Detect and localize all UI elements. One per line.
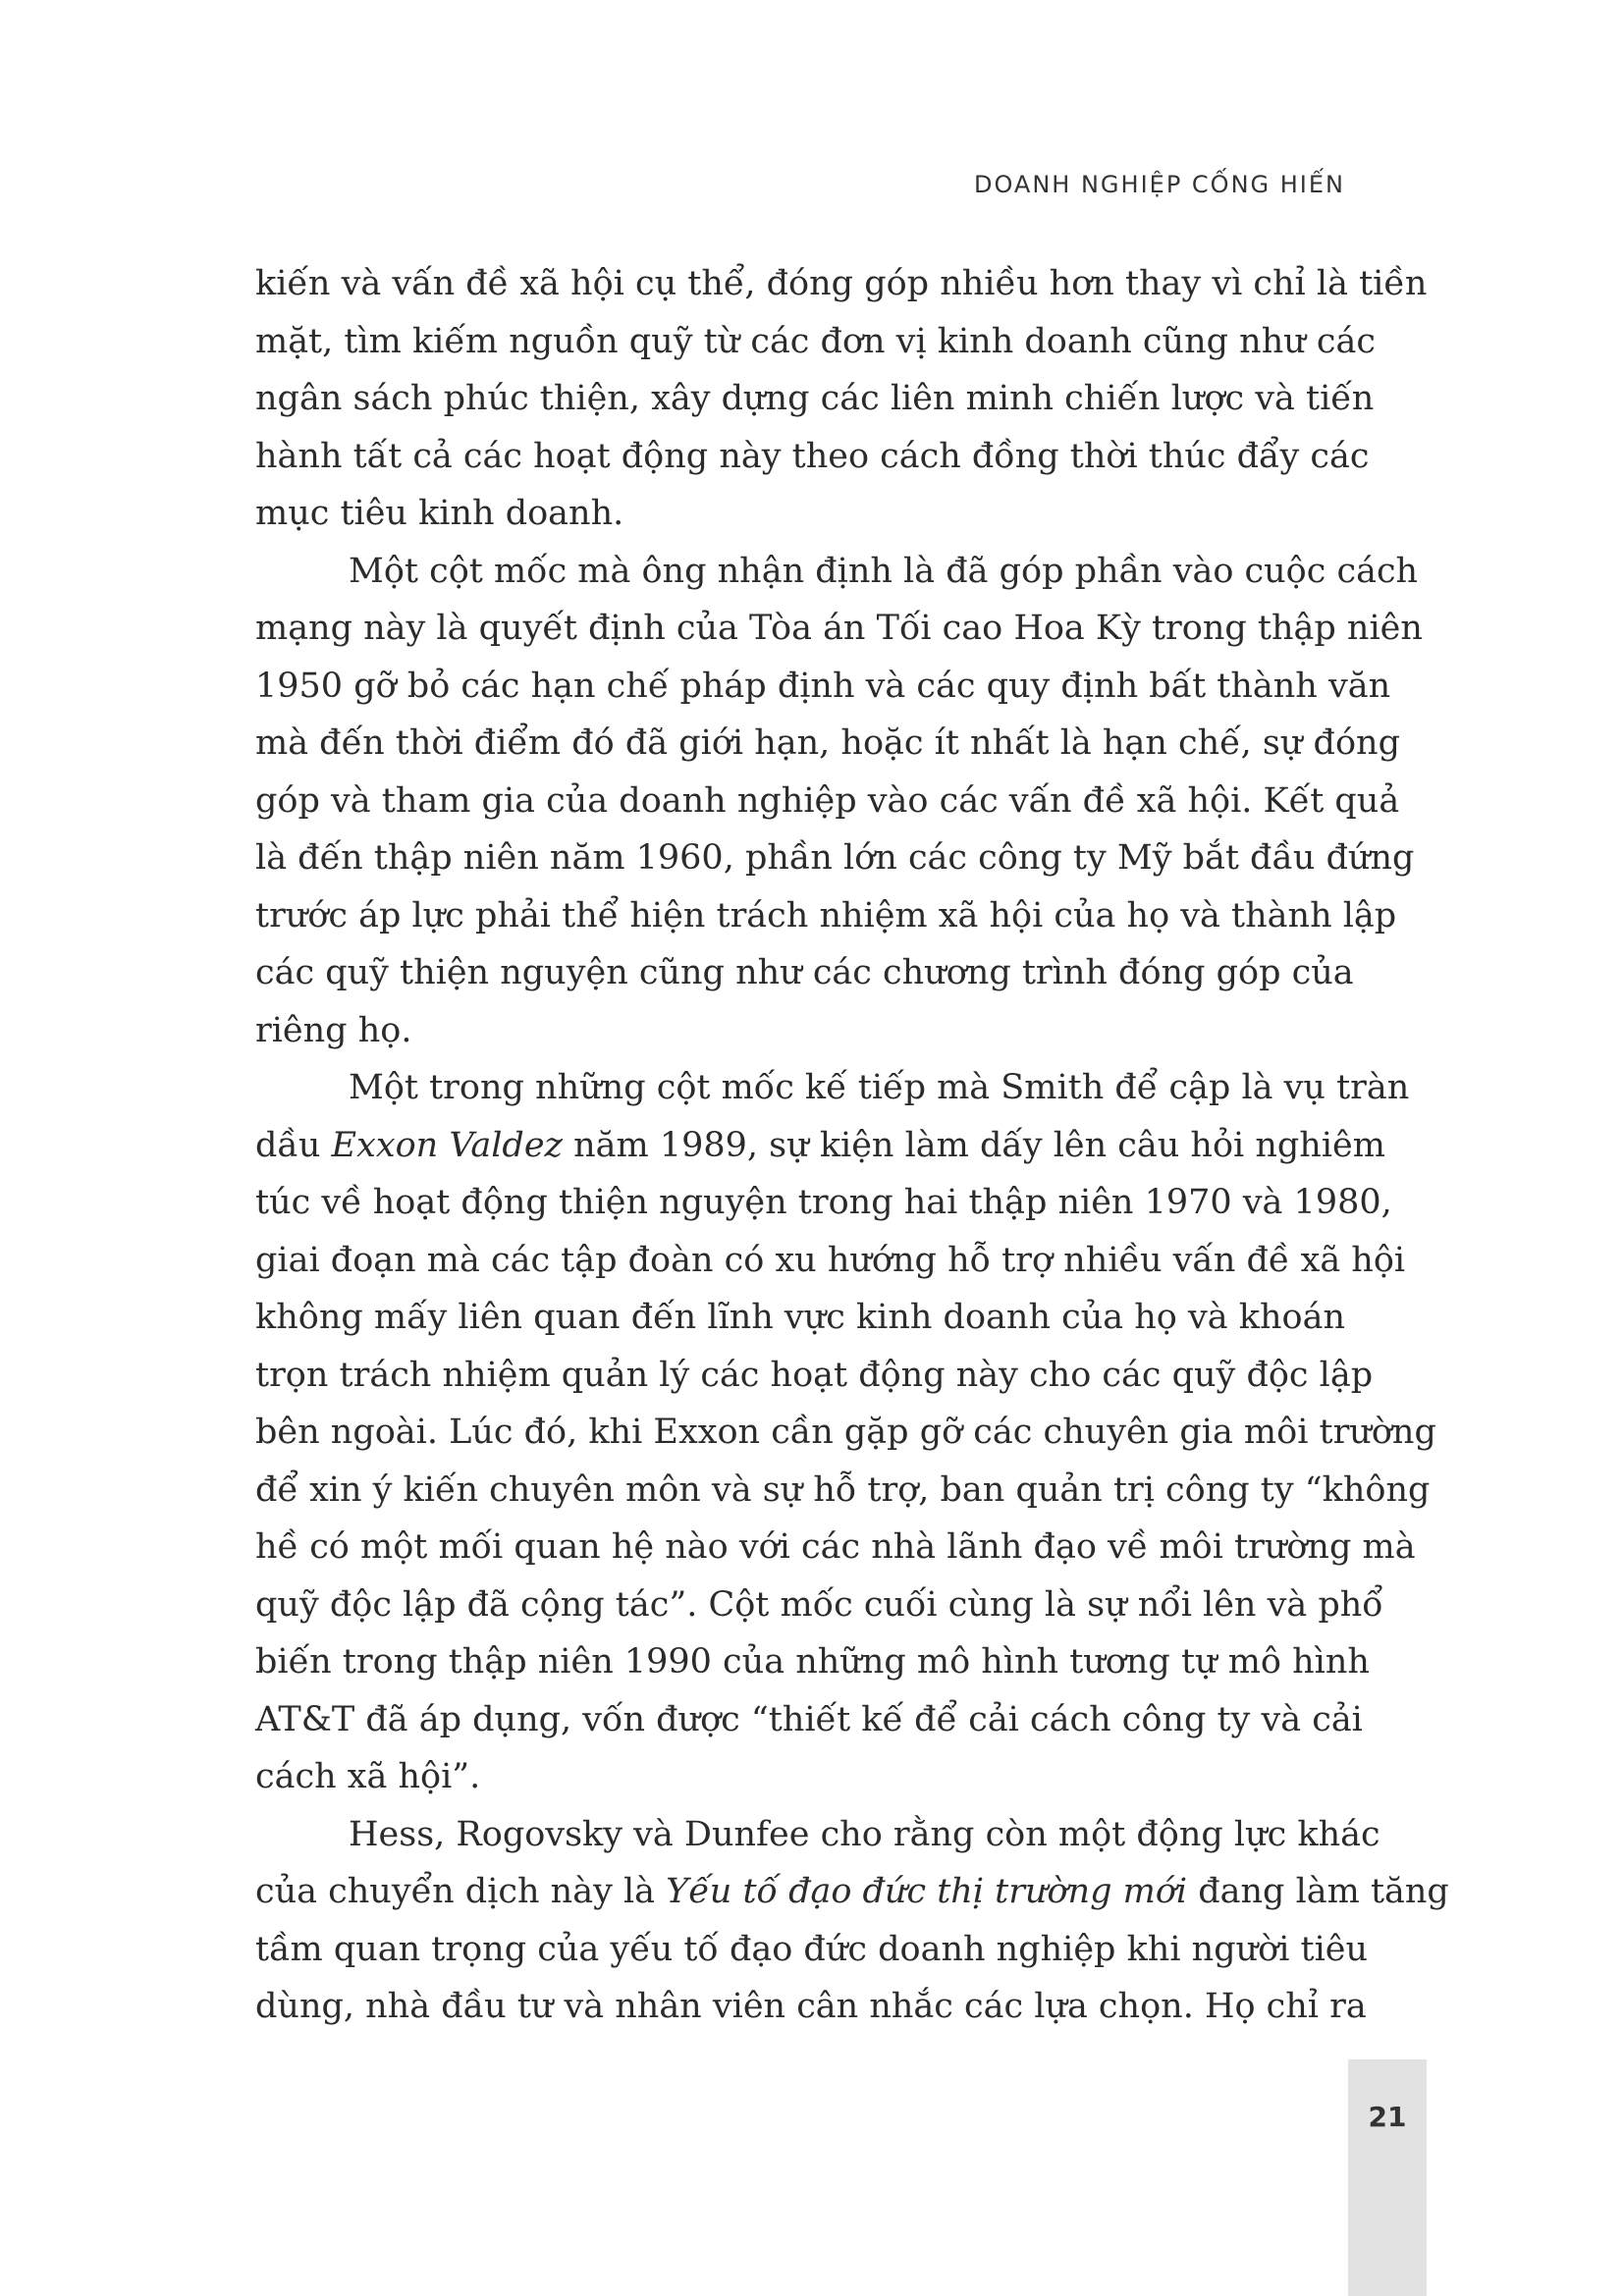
paragraph-start-line: Một cột mốc mà ông nhận định là đã góp phần vào cuộc cách bbox=[349, 551, 1419, 591]
text-line: để xin ý kiến chuyên môn và sự hỗ trợ, ban quản trị công ty “không bbox=[255, 1469, 1431, 1510]
text-line: không mấy liên quan đến lĩnh vực kinh doanh của họ và khoán bbox=[255, 1298, 1345, 1337]
text-line: riêng họ. bbox=[255, 1010, 412, 1050]
text-fragment: năm 1989, sự kiện làm dấy lên câu hỏi nghiêm bbox=[573, 1125, 1385, 1165]
text-line: quỹ độc lập đã cộng tác”. Cột mốc cuối cùng là sự nổi lên và phổ bbox=[255, 1584, 1383, 1625]
text-line: trước áp lực phải thể hiện trách nhiệm xã hội của họ và thành lập bbox=[255, 895, 1397, 935]
body-text bbox=[255, 255, 1449, 2036]
text-line-with-italic bbox=[255, 1863, 1449, 1921]
text-line-with-italic bbox=[255, 1117, 1385, 1175]
text-line: mặt, tìm kiếm nguồn quỹ từ các đơn vị kinh doanh cũng như các bbox=[255, 321, 1376, 361]
text-line: AT&T đã áp dụng, vốn được “thiết kế để cải cách công ty và cải bbox=[255, 1699, 1363, 1739]
text-fragment: của chuyển dịch này là bbox=[255, 1872, 656, 1911]
page-number-tab bbox=[1348, 2059, 1427, 2296]
text-line: biến trong thập niên 1990 của những mô hình tương tự mô hình bbox=[255, 1642, 1370, 1682]
italic-title: Exxon Valdez bbox=[331, 1125, 563, 1165]
text-line: các quỹ thiện nguyện cũng như các chương trình đóng góp của bbox=[255, 953, 1354, 992]
text-line: ngân sách phúc thiện, xây dựng các liên minh chiến lược và tiến bbox=[255, 379, 1375, 418]
text-line: mạng này là quyết định của Tòa án Tối cao Hoa Kỳ trong thập niên bbox=[255, 609, 1423, 648]
text-line: tầm quan trọng của yếu tố đạo đức doanh nghiệp khi người tiêu bbox=[255, 1929, 1369, 1969]
text-line: giai đoạn mà các tập đoàn có xu hướng hỗ trợ nhiều vấn đề xã hội bbox=[255, 1240, 1406, 1280]
text-line: góp và tham gia của doanh nghiệp vào các vấn đề xã hội. Kết quả bbox=[255, 780, 1400, 821]
italic-term: Yếu tố đạo đức thị trường mới bbox=[666, 1872, 1188, 1911]
text-line: hề có một mối quan hệ nào với các nhà lãnh đạo về môi trường mà bbox=[255, 1527, 1416, 1567]
page-number: 21 bbox=[1368, 2101, 1407, 2133]
text-line: kiến và vấn đề xã hội cụ thể, đóng góp nhiều hơn thay vì chỉ là tiền bbox=[255, 264, 1428, 303]
text-fragment: đang làm tăng bbox=[1198, 1872, 1449, 1911]
text-line: hành tất cả các hoạt động này theo cách đồng thời thúc đẩy các bbox=[255, 436, 1370, 476]
paragraph-start-line: Hess, Rogovsky và Dunfee cho rằng còn một động lực khác bbox=[349, 1814, 1380, 1854]
text-line: mà đến thời điểm đó đã giới hạn, hoặc ít nhất là hạn chế, sự đóng bbox=[255, 723, 1400, 763]
text-fragment: dầu bbox=[255, 1125, 321, 1165]
text-line: túc về hoạt động thiện nguyện trong hai thập niên 1970 và 1980, bbox=[255, 1183, 1392, 1222]
text-line: là đến thập niên năm 1960, phần lớn các công ty Mỹ bắt đầu đứng bbox=[255, 838, 1415, 878]
text-line: dùng, nhà đầu tư và nhân viên cân nhắc các lựa chọn. Họ chỉ ra bbox=[255, 1987, 1367, 2026]
text-line: mục tiêu kinh doanh. bbox=[255, 494, 624, 533]
text-line: cách xã hội”. bbox=[255, 1757, 481, 1796]
text-line: bên ngoài. Lúc đó, khi Exxon cần gặp gỡ các chuyên gia môi trường bbox=[255, 1413, 1436, 1452]
paragraph-start-line: Một trong những cột mốc kế tiếp mà Smith để cập là vụ tràn bbox=[349, 1068, 1410, 1107]
text-line: 1950 gỡ bỏ các hạn chế pháp định và các quy định bất thành văn bbox=[255, 666, 1391, 706]
running-header: DOANH NGHIỆP CỐNG HIẾN bbox=[973, 171, 1345, 198]
text-line: trọn trách nhiệm quản lý các hoạt động này cho các quỹ độc lập bbox=[255, 1355, 1374, 1395]
